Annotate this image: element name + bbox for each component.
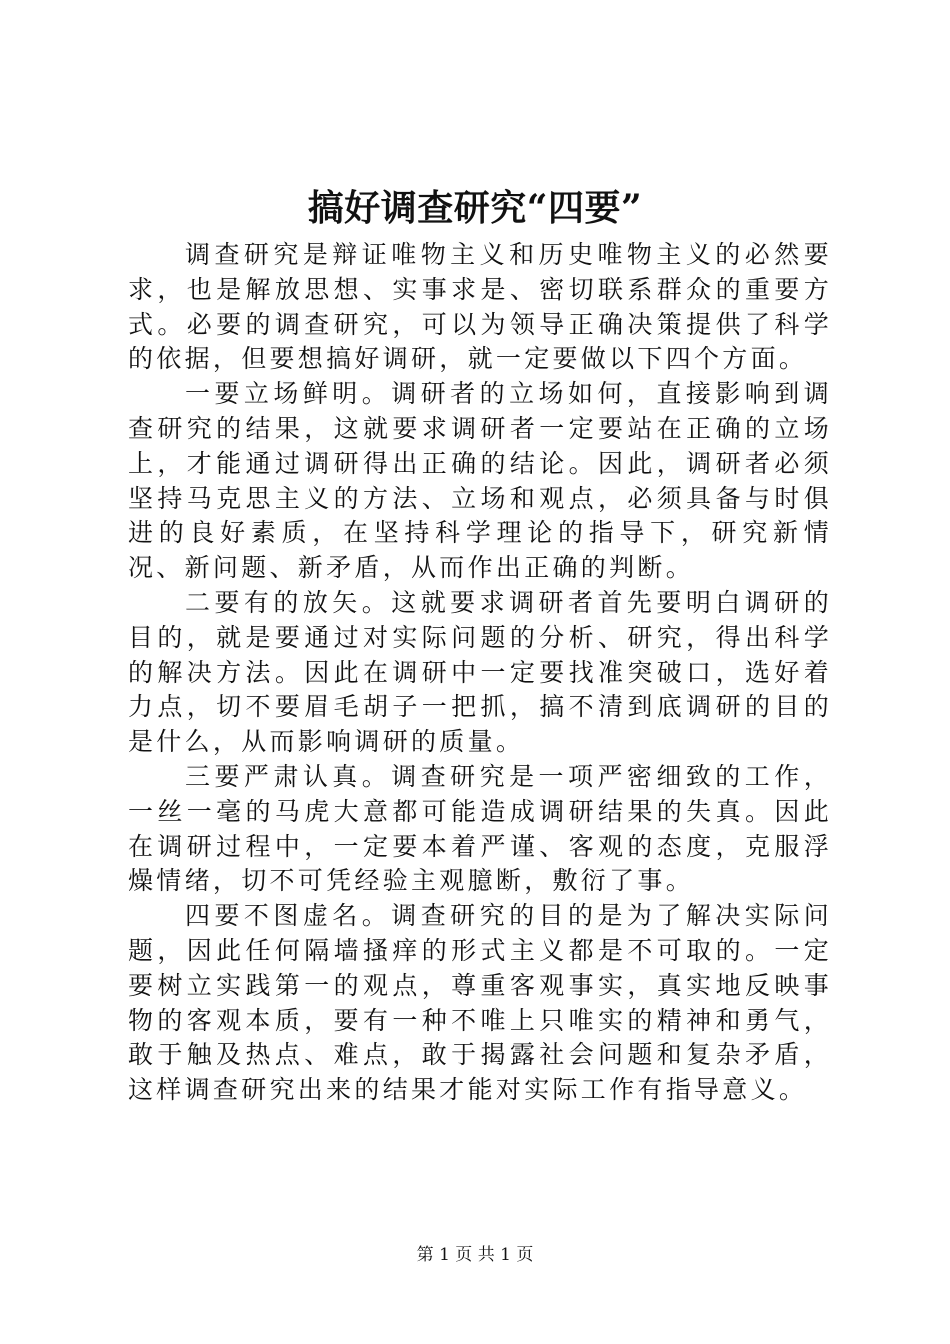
paragraph-intro: 调查研究是辩证唯物主义和历史唯物主义的必然要求，也是解放思想、实事求是、密切联系群众的重要方式。必要的调查研究，可以为领导正确决策提供了科学的依据，但要想搞好调研，就一定要做以下四个方面。 — [128, 240, 832, 374]
document-title: 搞好调查研究“四要” — [307, 187, 643, 229]
document-body — [128, 238, 832, 1108]
paragraph-point-4: 四要不图虚名。调查研究的目的是为了解决实际问题，因此任何隔墙搔痒的形式主义都是不可取的。一定要树立实践第一的观点，尊重客观事实，真实地反映事物的客观本质，要有一种不唯上只唯实的精神和勇气，敢于触及热点、难点，敢于揭露社会问题和复杂矛盾，这样调查研究出来的结果才能对实际工作有指导意义。 — [128, 901, 832, 1105]
paragraph-point-3: 三要严肃认真。调查研究是一项严密细致的工作，一丝一毫的马虎大意都可能造成调研结果的失真。因此在调研过程中，一定要本着严谨、客观的态度，克服浮燥情绪，切不可凭经验主观臆断，敷衍了事。 — [128, 761, 832, 896]
paragraph-point-2: 二要有的放矢。这就要求调研者首先要明白调研的目的，就是要通过对实际问题的分析、研究，得出科学的解决方法。因此在调研中一定要找准突破口，选好着力点，切不要眉毛胡子一把抓，搞不清到底调研的目的是什么，从而影响调研的质量。 — [128, 587, 832, 757]
page-footer: 第 1 页 共 1 页 — [416, 1245, 534, 1265]
paragraph-point-1: 一要立场鲜明。调研者的立场如何，直接影响到调查研究的结果，这就要求调研者一定要站在正确的立场上，才能通过调研得出正确的结论。因此，调研者必须坚持马克思主义的方法、立场和观点，必须具备与时俱进的良好素质，在坚持科学理论的指导下，研究新情况、新问题、新矛盾，从而作出正确的判断。 — [128, 379, 832, 583]
